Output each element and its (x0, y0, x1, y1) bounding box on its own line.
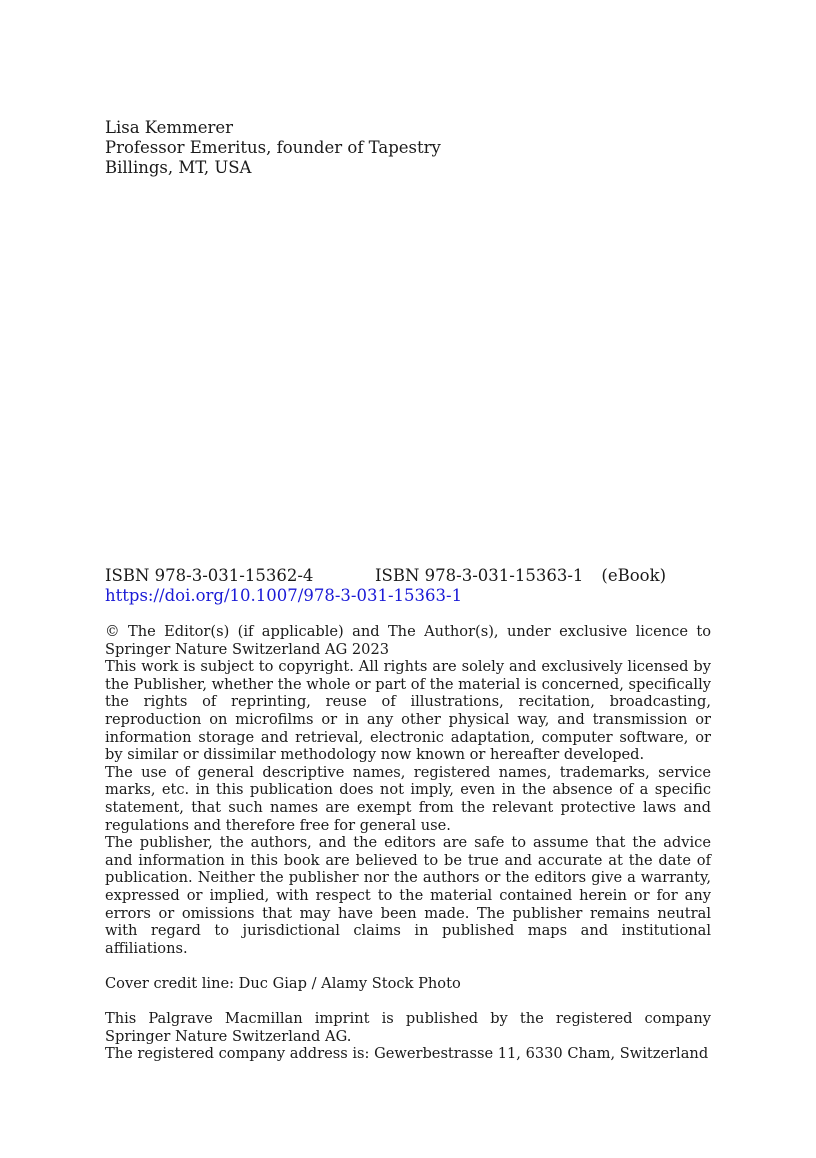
isbn-block (105, 566, 711, 606)
isbn-ebook-type: (eBook) (601, 566, 667, 585)
copyright-notice: © The Editor(s) (if applicable) and The Author(s), under exclusive licence to Springer Nature Switzerland AG 2023 (105, 623, 711, 658)
legal-block (105, 623, 711, 1063)
author-block (105, 118, 441, 178)
spacer (105, 992, 711, 1010)
disclaimer-paragraph: The publisher, the authors, and the editors are safe to assume that the advice and information in this book are believed to be true and accurate at the date of publication. Neither the publisher nor the authors or the editors give a warranty, expressed or implied, with respect to the material contained herein or for any errors or omissions that may have been made. The publisher remains neutral with regard to jurisdictional claims in published maps and institutional affiliations. (105, 834, 711, 957)
author-location: Billings, MT, USA (105, 158, 252, 177)
company-address: The registered company address is: Gewerbestrasse 11, 6330 Cham, Switzerland (105, 1045, 709, 1063)
isbn-print: ISBN 978-3-031-15362-4 (105, 566, 314, 585)
author-name: Lisa Kemmerer (105, 118, 234, 137)
cover-credit: Cover credit line: Duc Giap / Alamy Stock Photo (105, 974, 461, 992)
imprint-statement: This Palgrave Macmillan imprint is published by the registered company Springer Nature Switzerland AG. (105, 1010, 711, 1045)
spacer (105, 957, 711, 975)
doi-link[interactable]: https://doi.org/10.1007/978-3-031-15363-1 (105, 586, 463, 605)
isbn-ebook: ISBN 978-3-031-15363-1 (375, 566, 584, 585)
names-paragraph: The use of general descriptive names, registered names, trademarks, service marks, etc. in this publication does not imply, even in the absence of a specific statement, that such names are exempt from the relevant protective laws and regulations and therefore free for general use. (105, 763, 711, 834)
author-affiliation: Professor Emeritus, founder of Tapestry (105, 138, 441, 157)
isbn-row (105, 566, 711, 586)
rights-paragraph: This work is subject to copyright. All rights are solely and exclusively licensed by the Publisher, whether the whole or part of the material is concerned, specifically the rights of reprinting, reuse of illustrations, recitation, broadcasting, reproduction on microfilms or in any other physical way, and transmission or information storage and retrieval, electronic adaptation, computer software, or by similar or dissimilar methodology now known or hereafter developed. (105, 658, 711, 764)
